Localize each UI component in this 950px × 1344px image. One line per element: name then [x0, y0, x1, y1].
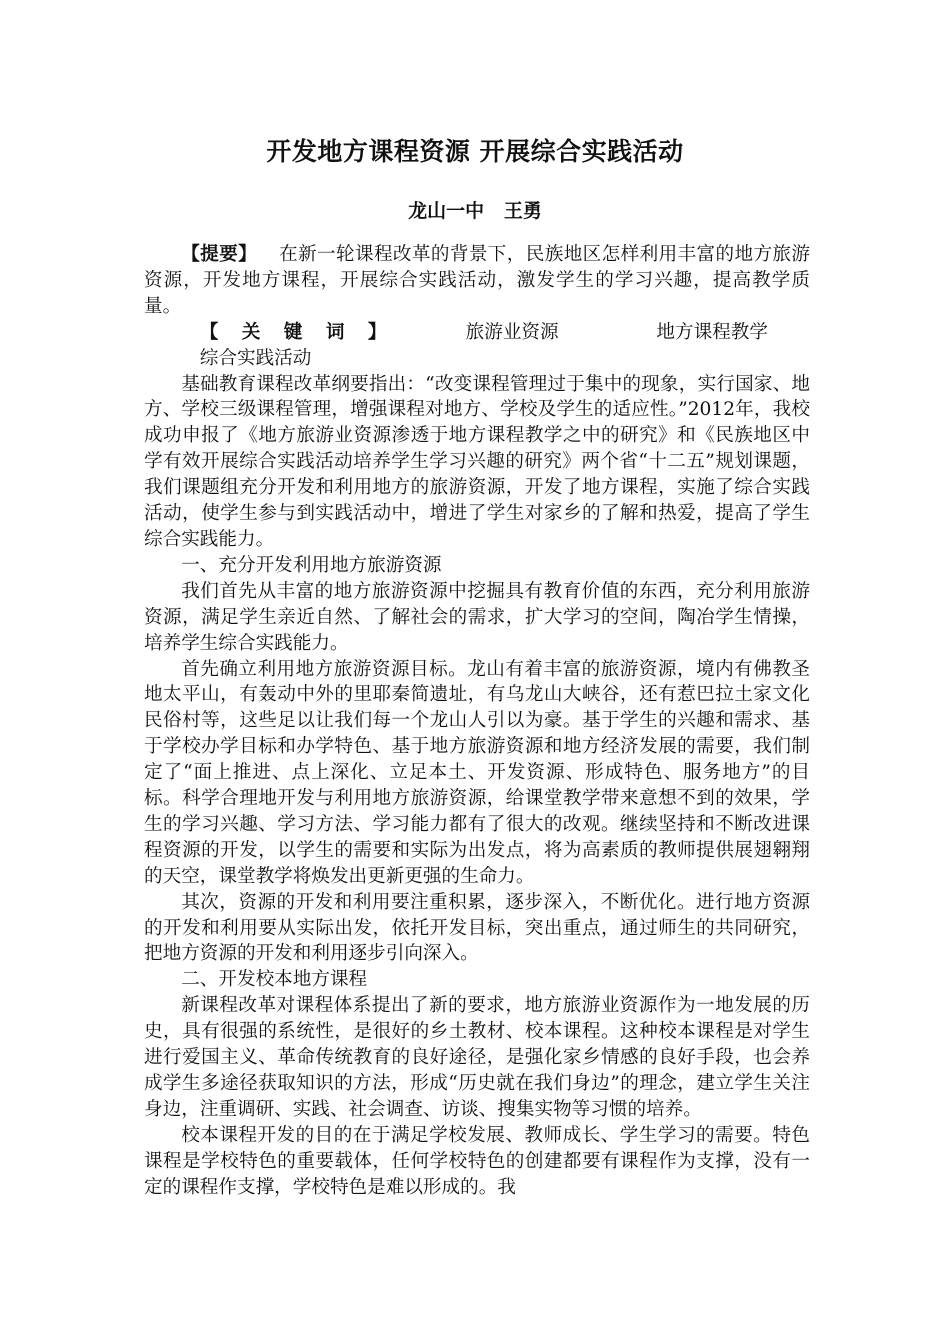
- keyword: 综合实践活动: [199, 347, 312, 369]
- document-author: 龙山一中 王勇: [408, 200, 542, 222]
- body-paragraph: 其次，资源的开发和利用要注重积累，逐步深入，不断优化。进行地方资源的开发和利用要从实际出发，依托开发目标，突出重点，通过师生的共同研究，把地方资源的开发和利用逐步引向深入。: [144, 891, 810, 965]
- keywords-label: 【关键词】: [199, 321, 410, 343]
- document-body: [144, 242, 810, 1201]
- body-paragraph: 我们首先从丰富的地方旅游资源中挖掘具有教育价值的东西，充分利用旅游资源，满足学生亲近自然、了解社会的需求，扩大学习的空间，陶冶学生情操，培养学生综合实践能力。: [144, 580, 810, 654]
- keyword: 地方课程教学: [656, 321, 768, 343]
- body-paragraph: 新课程改革对课程体系提出了新的要求，地方旅游业资源作为一地发展的历史，具有很强的系统性，是很好的乡土教材、校本课程。这种校本课程是对学生进行爱国主义、革命传统教育的良好途径，是强化家乡情感的良好手段，也会养成学生多途径获取知识的方法，形成“历史就在我们身边”的理念，建立学生关注身边，注重调研、实践、社会调查、访谈、搜集实物等习惯的培养。: [144, 995, 810, 1120]
- abstract-label: 【提要】: [181, 244, 258, 265]
- body-paragraph: 校本课程开发的目的在于满足学校发展、教师成长、学生学习的需要。特色课程是学校特色的重要载体，任何学校特色的创建都要有课程作为支撑，没有一定的课程作支撑，学校特色是难以形成的。我: [144, 1124, 810, 1198]
- abstract-paragraph: [144, 242, 810, 320]
- body-paragraph: 基础教育课程改革纲要指出：“改变课程管理过于集中的现象，实行国家、地方、学校三级课程管理，增强课程对地方、学校及学生的适应性。”2012年，我校成功申报了《地方旅游业资源渗透于地方课程教学之中的研究》和《民族地区中学有效开展综合实践活动培养学生学习兴趣的研究》两个省“十二五”规划课题，我们课题组充分开发和利用地方的旅游资源，开发了地方课程，实施了综合实践活动，使学生参与到实践活动中，增进了学生对家乡的了解和热爱，提高了学生综合实践能力。: [144, 373, 810, 550]
- keywords-line: [144, 320, 810, 372]
- keyword: 旅游业资源: [465, 321, 559, 343]
- body-paragraph: 首先确立利用地方旅游资源目标。龙山有着丰富的旅游资源，境内有佛教圣地太平山，有轰动中外的里耶秦简遗址，有乌龙山大峡谷，还有惹巴拉土家文化民俗村等，这些足以让我们每一个龙山人引以为豪。基于学生的兴趣和需求、基于学校办学目标和办学特色、基于地方旅游资源和地方经济发展的需要，我们制定了“面上推进、点上深化、立足本土、开发资源、形成特色、服务地方”的目标。科学合理地开发与利用地方旅游资源，给课堂教学带来意想不到的效果，学生的学习兴趣、学习方法、学习能力都有了很大的改观。继续坚持和不断改进课程资源的开发，以学生的需要和实际为出发点，将为高素质的教师提供展翅翱翔的天空，课堂教学将焕发出更新更强的生命力。: [144, 658, 810, 887]
- abstract-text: 在新一轮课程改革的背景下，民族地区怎样利用丰富的地方旅游资源，开发地方课程，开展综合实践活动，激发学生的学习兴趣，提高教学质量。: [144, 244, 810, 317]
- document-title: 开发地方课程资源 开展综合实践活动: [266, 137, 684, 166]
- section-heading: 二、开发校本地方课程: [181, 969, 368, 991]
- section-heading: 一、充分开发利用地方旅游资源: [181, 554, 442, 576]
